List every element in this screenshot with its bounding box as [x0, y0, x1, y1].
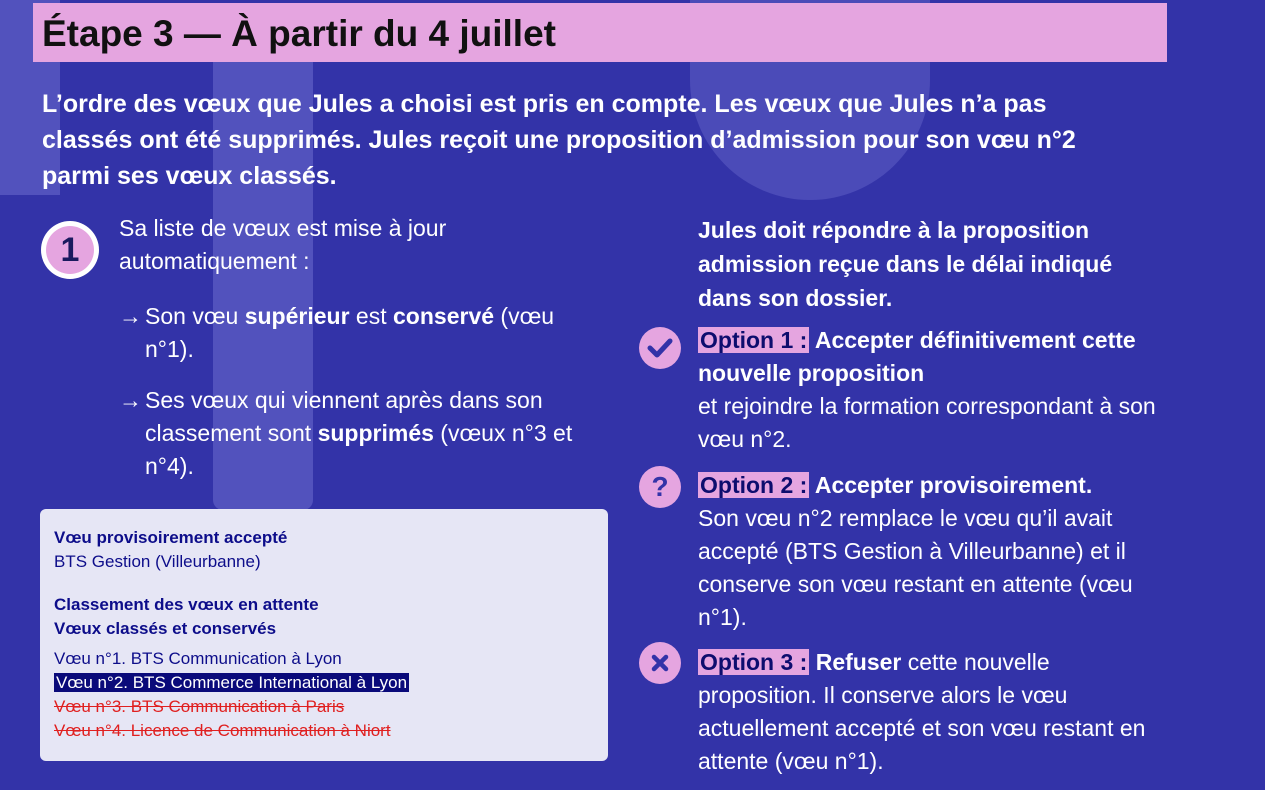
step-badge [41, 221, 99, 279]
option-2 [698, 469, 1168, 634]
check-icon [639, 327, 681, 369]
intro-paragraph: L’ordre des vœux que Jules a choisi est pris en compte. Les vœux que Jules n’a pas classés ont été supprimés. Jules reçoit une proposition d’admission pour son vœu n°2 parmi ses vœux classés. [42, 90, 1076, 190]
bullet-bold: supprimés [317, 420, 434, 446]
wish-item-4-removed: Vœu n°4. Licence de Communication à Niort [54, 721, 391, 740]
bullet-kept [119, 300, 589, 366]
bullet-text: (vœu n°1). [145, 303, 555, 362]
kept-heading: Vœux classés et conservés [54, 619, 277, 638]
question-icon: ? [639, 466, 681, 508]
option-2-label: Option 2 : [700, 472, 808, 498]
option-3-text: cette nouvelle proposition. Il conserve alors le vœu actuellement accepté et son vœu restant en attente (vœu n°1). [698, 649, 1146, 774]
close-icon [639, 642, 681, 684]
bullet-text: est [349, 303, 394, 329]
bullet-text: Son vœu [145, 303, 245, 329]
accepted-value: BTS Gestion (Villeurbanne) [54, 552, 261, 571]
step-description [119, 212, 589, 501]
option-1-text: et rejoindre la formation correspondant à son vœu n°2. [698, 393, 1156, 452]
response-heading: Jules doit répondre à la proposition admission reçue dans le délai indiqué dans son dossier. [698, 217, 1113, 311]
option-3-label: Option 3 : [700, 649, 808, 675]
waiting-heading: Classement des vœux en attente [54, 595, 319, 614]
step-number: 1 [46, 226, 94, 274]
bullet-bold: supérieur [244, 303, 350, 329]
accepted-heading: Vœu provisoirement accepté [54, 528, 288, 547]
arrow-right-icon: → [119, 303, 142, 329]
option-1 [698, 324, 1168, 456]
arrow-right-icon: → [119, 387, 142, 413]
wish-item-1: Vœu n°1. BTS Communication à Lyon [54, 649, 342, 668]
wish-item-2-highlighted: Vœu n°2. BTS Commerce International à Lyon [56, 673, 408, 692]
option-1-label: Option 1 : [700, 327, 808, 353]
step-lead: Sa liste de vœux est mise à jour automatiquement : [119, 215, 447, 274]
bullet-bold: conservé [393, 303, 495, 329]
bullet-removed [119, 384, 589, 483]
page-title: Étape 3 — À partir du 4 juillet [42, 13, 556, 54]
wish-item-3-removed: Vœu n°3. BTS Communication à Paris [54, 697, 345, 716]
bullet-text: Ses vœux qui viennent après dans son classement sont [145, 387, 543, 446]
wish-list-card [40, 509, 608, 761]
bullet-text: (vœux n°3 et n°4). [145, 420, 573, 479]
option-3 [698, 646, 1168, 778]
option-3-bold: Refuser [809, 649, 902, 675]
option-2-text: Son vœu n°2 remplace le vœu qu’il avait accepté (BTS Gestion à Villeurbanne) et il conserve son vœu restant en attente (vœu n°1). [698, 505, 1133, 630]
option-2-bold: Accepter provisoirement. [809, 472, 1093, 498]
option-1-bold: Accepter définitivement cette nouvelle proposition [698, 327, 1136, 386]
